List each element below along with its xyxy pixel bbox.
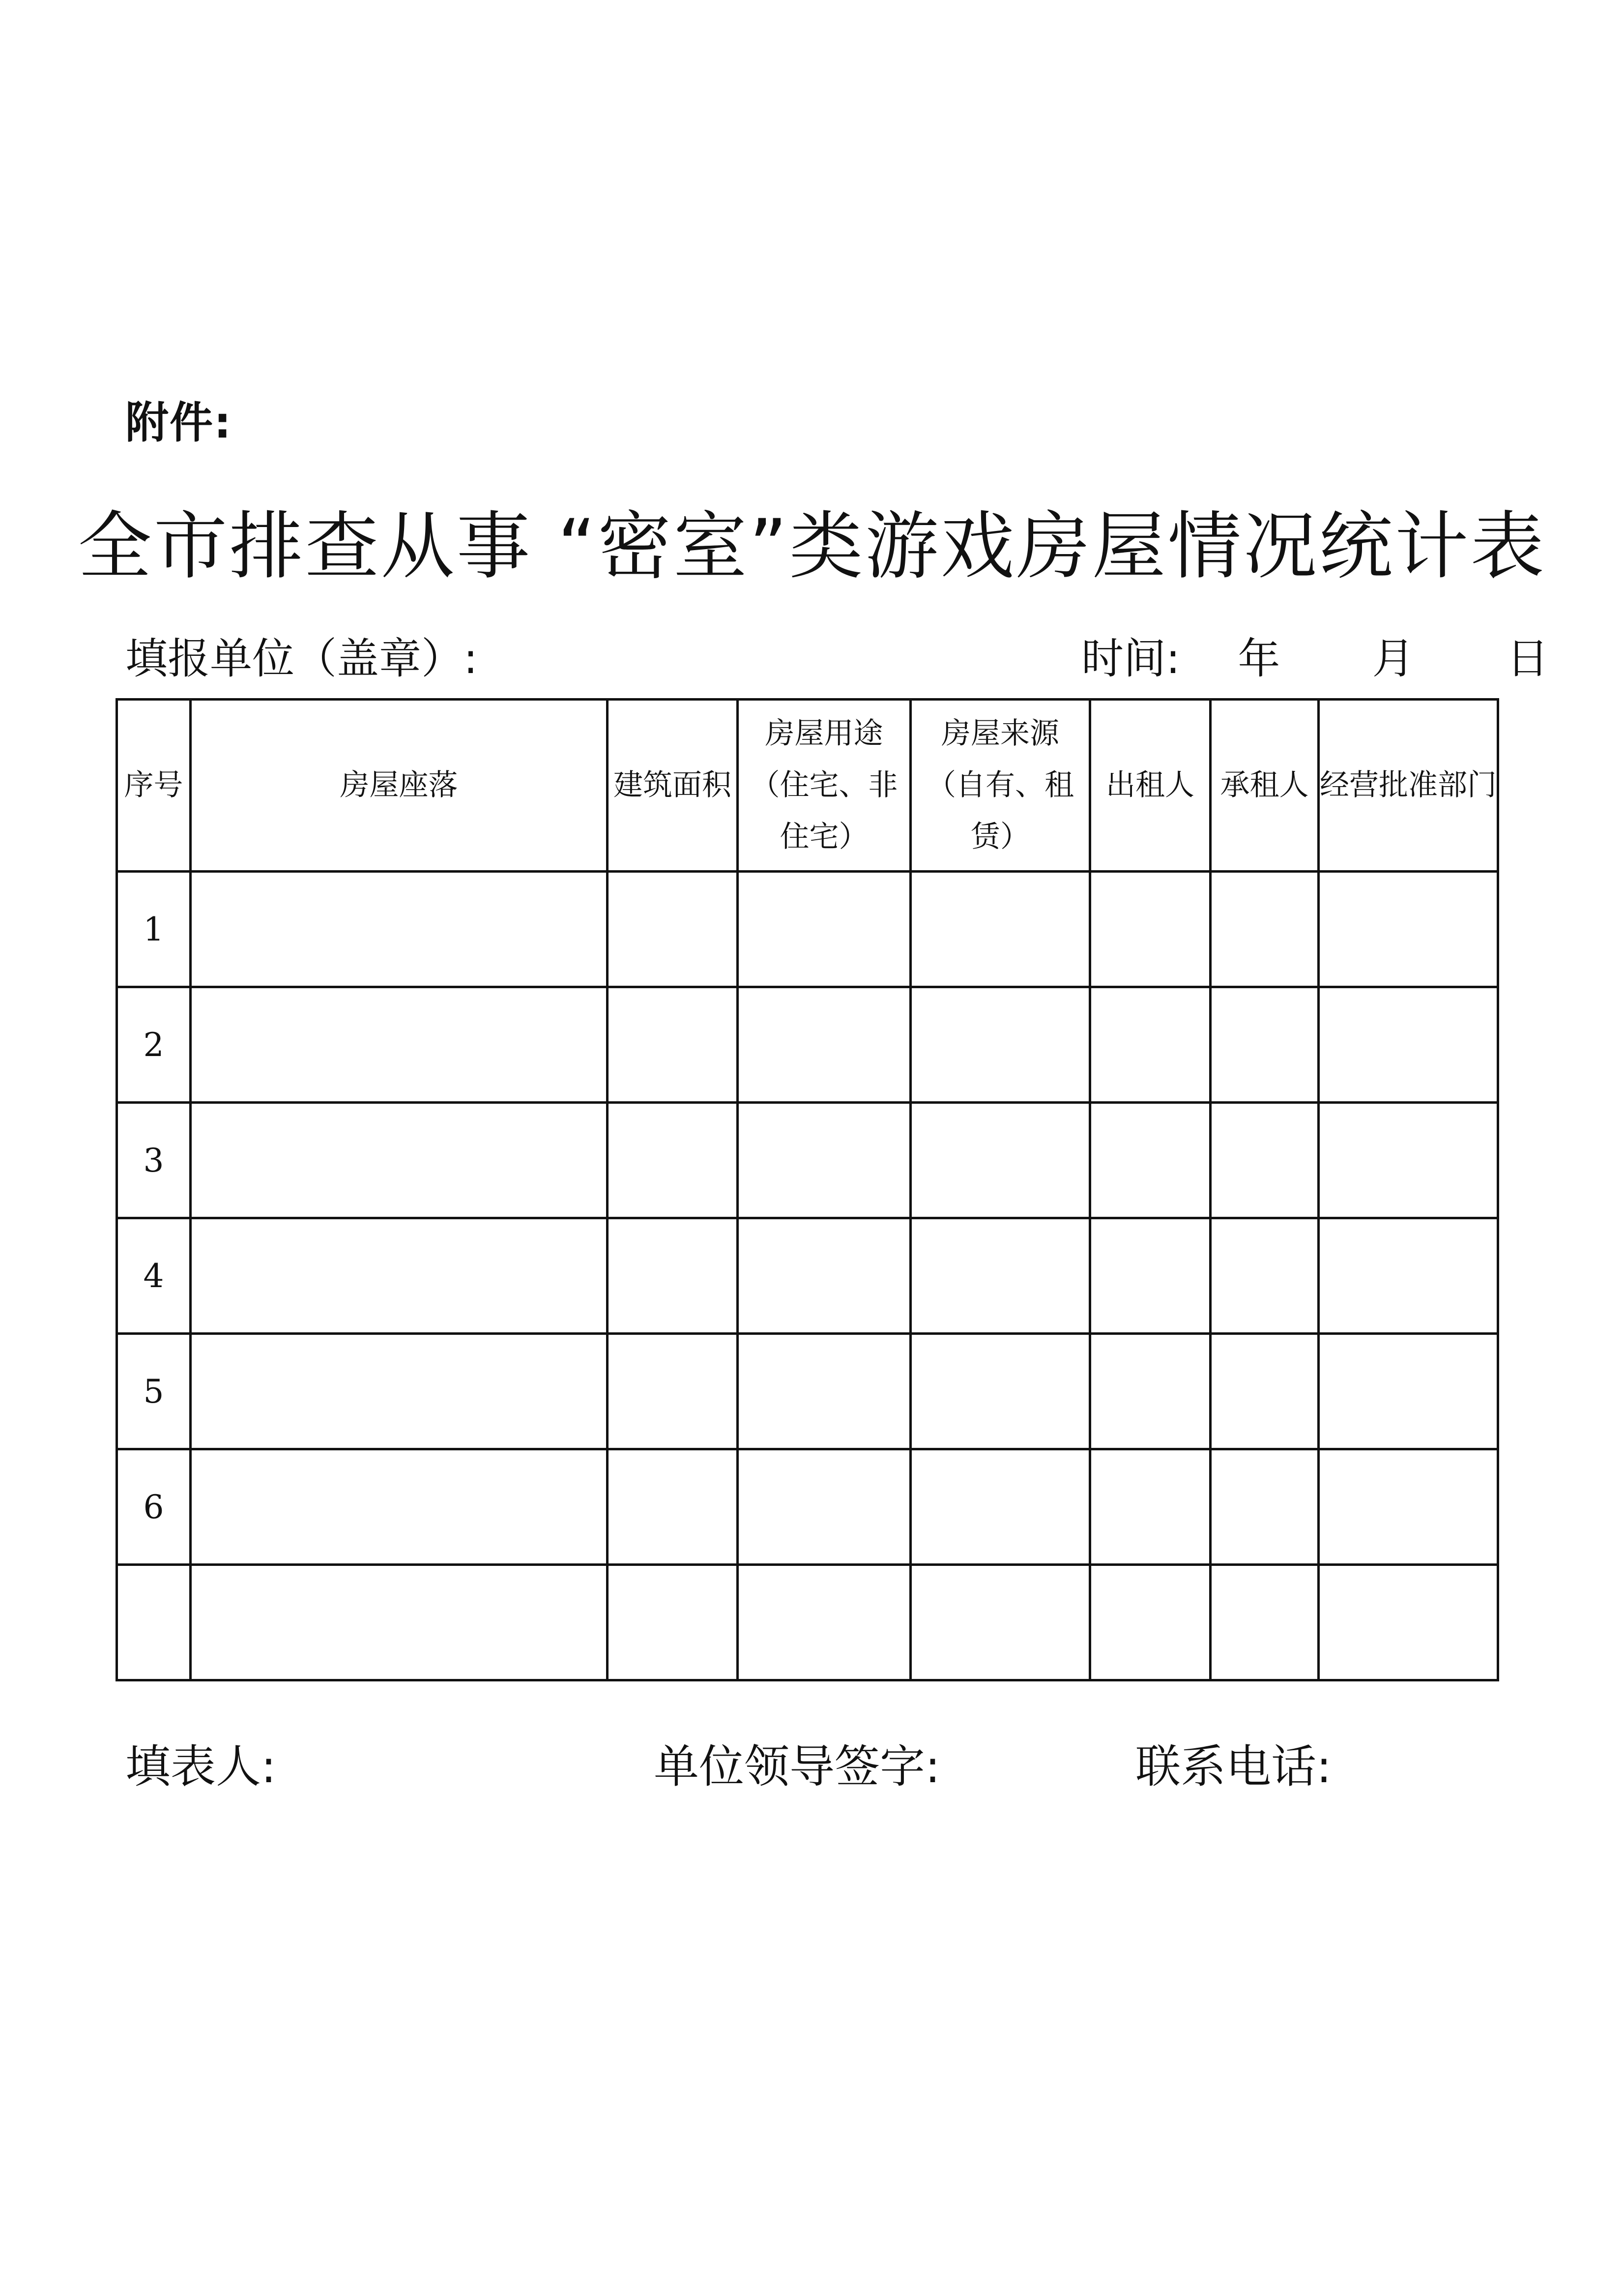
cell-department[interactable] [1319, 1218, 1498, 1334]
cell-lessee[interactable] [1211, 1103, 1319, 1218]
header-house-location: 房屋座落 [191, 700, 608, 872]
contact-phone-label: 联系电话: [1135, 1740, 1332, 1793]
header-house-usage: 房屋用途 （住宅、非住宅） [738, 700, 911, 872]
cell-source[interactable] [911, 987, 1090, 1103]
cell-area[interactable] [608, 1103, 738, 1218]
form-filler-label: 填表人: [125, 1740, 276, 1793]
cell-usage[interactable] [738, 1334, 911, 1449]
cell-department[interactable] [1319, 1449, 1498, 1565]
leader-signature-label: 单位领导签字: [654, 1740, 940, 1793]
cell-source[interactable] [911, 872, 1090, 987]
cell-area[interactable] [608, 872, 738, 987]
cell-department[interactable] [1319, 1334, 1498, 1449]
cell-department[interactable] [1319, 1565, 1498, 1680]
cell-usage[interactable] [738, 987, 911, 1103]
day-label: 日 [1507, 634, 1549, 683]
cell-lessor[interactable] [1090, 1565, 1211, 1680]
header-house-source: 房屋来源 （自有、租赁） [911, 700, 1090, 872]
table-row [117, 1449, 1498, 1565]
cell-source[interactable] [911, 1334, 1090, 1449]
table-row [117, 872, 1498, 987]
row-number: 3 [117, 1103, 191, 1218]
cell-lessor[interactable] [1090, 1218, 1211, 1334]
cell-source[interactable] [911, 1449, 1090, 1565]
cell-lessee[interactable] [1211, 987, 1319, 1103]
reporting-unit-label: 填报单位（盖章）: [125, 634, 478, 683]
row-number: 6 [117, 1449, 191, 1565]
row-number: 2 [117, 987, 191, 1103]
row-number: 1 [117, 872, 191, 987]
cell-lessee[interactable] [1211, 1565, 1319, 1680]
month-label: 月 [1372, 634, 1415, 683]
date-line [1081, 624, 1549, 685]
table-row [117, 987, 1498, 1103]
header-building-area: 建筑面积 [608, 700, 738, 872]
header-serial-number: 序号 [117, 700, 191, 872]
cell-source[interactable] [911, 1565, 1090, 1680]
table-header-row [117, 700, 1498, 872]
cell-area[interactable] [608, 987, 738, 1103]
cell-department[interactable] [1319, 987, 1498, 1103]
cell-source[interactable] [911, 1218, 1090, 1334]
table-row [117, 1334, 1498, 1449]
table-row [117, 1565, 1498, 1680]
row-number [117, 1565, 191, 1680]
cell-area[interactable] [608, 1449, 738, 1565]
cell-usage[interactable] [738, 1565, 911, 1680]
attachment-label: 附件: [125, 397, 232, 448]
table-row [117, 1218, 1498, 1334]
row-number: 4 [117, 1218, 191, 1334]
cell-lessor[interactable] [1090, 1449, 1211, 1565]
cell-department[interactable] [1319, 872, 1498, 987]
cell-lessor[interactable] [1090, 987, 1211, 1103]
cell-location[interactable] [191, 1449, 608, 1565]
cell-area[interactable] [608, 1218, 738, 1334]
header-lessor: 出租人 [1090, 700, 1211, 872]
cell-lessee[interactable] [1211, 1334, 1319, 1449]
time-label: 时间: [1081, 634, 1180, 683]
cell-usage[interactable] [738, 872, 911, 987]
cell-lessee[interactable] [1211, 1218, 1319, 1334]
header-approval-department: 经营批准部门 [1319, 700, 1498, 872]
statistics-table [116, 698, 1499, 1681]
cell-location[interactable] [191, 1218, 608, 1334]
header-lessee: 承租人 [1211, 700, 1319, 872]
cell-usage[interactable] [738, 1218, 911, 1334]
row-number: 5 [117, 1334, 191, 1449]
cell-department[interactable] [1319, 1103, 1498, 1218]
cell-lessee[interactable] [1211, 872, 1319, 987]
cell-location[interactable] [191, 1103, 608, 1218]
cell-lessor[interactable] [1090, 872, 1211, 987]
cell-usage[interactable] [738, 1103, 911, 1218]
cell-location[interactable] [191, 1565, 608, 1680]
cell-source[interactable] [911, 1103, 1090, 1218]
cell-area[interactable] [608, 1565, 738, 1680]
cell-area[interactable] [608, 1334, 738, 1449]
year-label: 年 [1238, 634, 1280, 683]
cell-location[interactable] [191, 987, 608, 1103]
cell-lessee[interactable] [1211, 1449, 1319, 1565]
cell-location[interactable] [191, 1334, 608, 1449]
cell-lessor[interactable] [1090, 1103, 1211, 1218]
cell-lessor[interactable] [1090, 1334, 1211, 1449]
cell-location[interactable] [191, 872, 608, 987]
document-title: 全市排查从事 “密室”类游戏房屋情况统计表 [78, 504, 1546, 589]
cell-usage[interactable] [738, 1449, 911, 1565]
table-row [117, 1103, 1498, 1218]
